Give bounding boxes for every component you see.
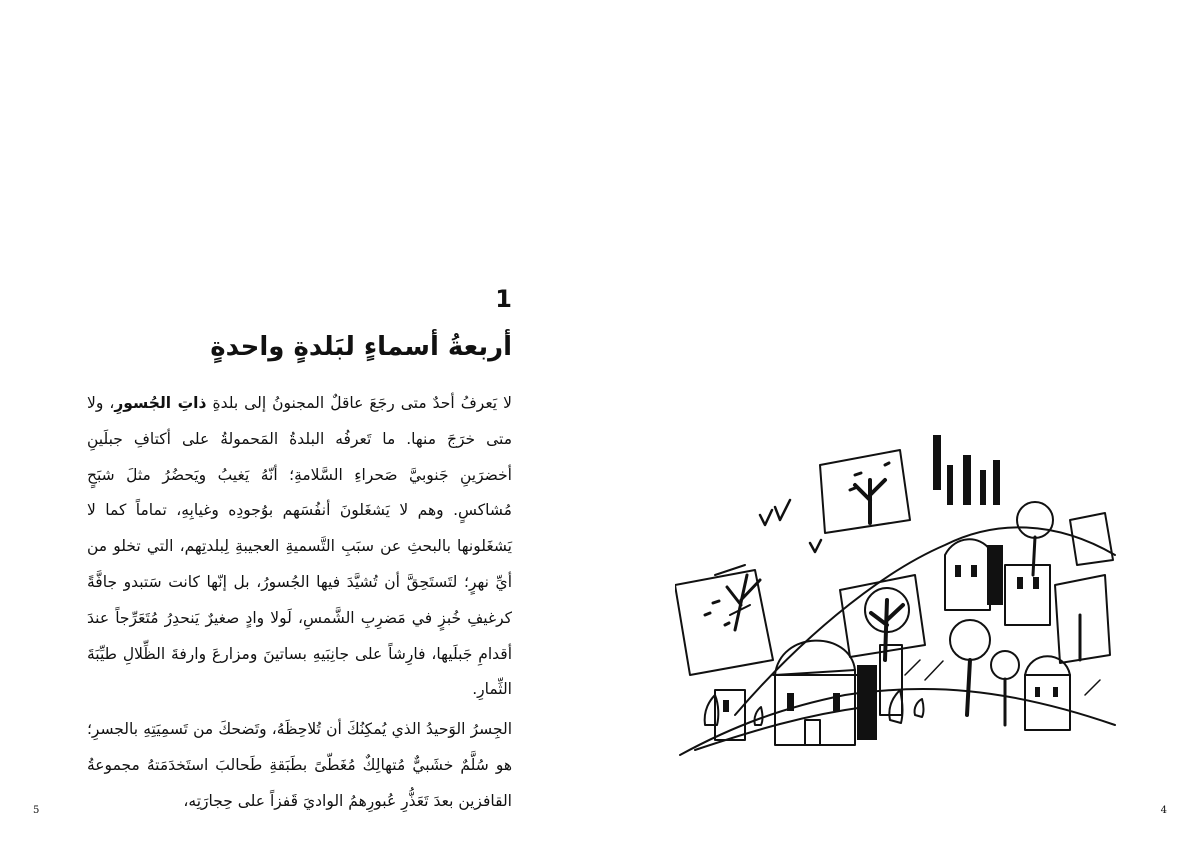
- paragraph-1-start: لا يَعرفُ أحدٌ متى رجَعَ عاقلٌ المجنونُ إلى بلدةِ: [206, 394, 512, 412]
- paragraph-1-bold-town-name: ذاتِ الجُسورِ: [114, 394, 207, 412]
- right-page: [600, 0, 1200, 847]
- paragraph-2: الجِسرُ الوَحيدُ الذي يُمكِنُكَ أن تُلاحِظَهُ، وتَضحكَ من تَسمِيَتِهِ بالجسرِ؛ هو سُلَّمٌ خشَبيٌّ مُتهالِكٌ مُغَطّىً بطَبَقةِ طَحالبَ استَخدَمَتهُ مجموعةُ القافزين بعدَ تَعَذُّرِ عُبورِهمُ الواديَ قَفزاً على حِجارَتِه،: [87, 720, 512, 810]
- hillside-town-sketch-icon: [675, 425, 1125, 765]
- paragraph-1: [87, 386, 512, 708]
- paragraph-1-rest: ، ولا متى خرَجَ منها. ما تَعرفُه البلدةُ المَحمولةُ على أكتافِ جبلَينِ أخضرَينِ جَنوبيَّ صَحراءِ السَّلامةِ؛ أنّهُ يَغيبُ ويَحضُرُ مثلَ شبَحٍ مُشاكسٍ. وهم لا يَشغَلونَ أنفُسَهم بوُجودِه وغيابِهِ، تماماً كما لا يَشغَلونها بالبحثِ عن سبَبِ التَّسميةِ العجيبةِ لِبلدتِهم، التي تخلو من أيِّ نهرٍ؛ لتَستَحِقَّ أن تُشيَّدَ فيها الجُسورُ، بل إنّها كانت سَتبدو جافَّةً كرغيفِ خُبزٍ في مَضرِبِ الشَّمسِ، لَولا وادٍ صغيرٌ يَنحدِرُ مُتَعَرِّجاً عندَ أقدامِ جَبلَيها، فارِشاً على جانِبَيهِ بساتينَ ومزارعَ وارفةَ الظِّلالِ طيِّبَةَ الثِّمارِ.: [87, 394, 512, 699]
- chapter-title: أربعةُ أسماءٍ لبَلدةٍ واحدةٍ: [210, 332, 512, 362]
- page-number-right: 4: [1160, 805, 1167, 816]
- chapter-number: 1: [495, 285, 512, 313]
- page-number-left: 5: [33, 805, 40, 816]
- chapter-body: [87, 386, 512, 824]
